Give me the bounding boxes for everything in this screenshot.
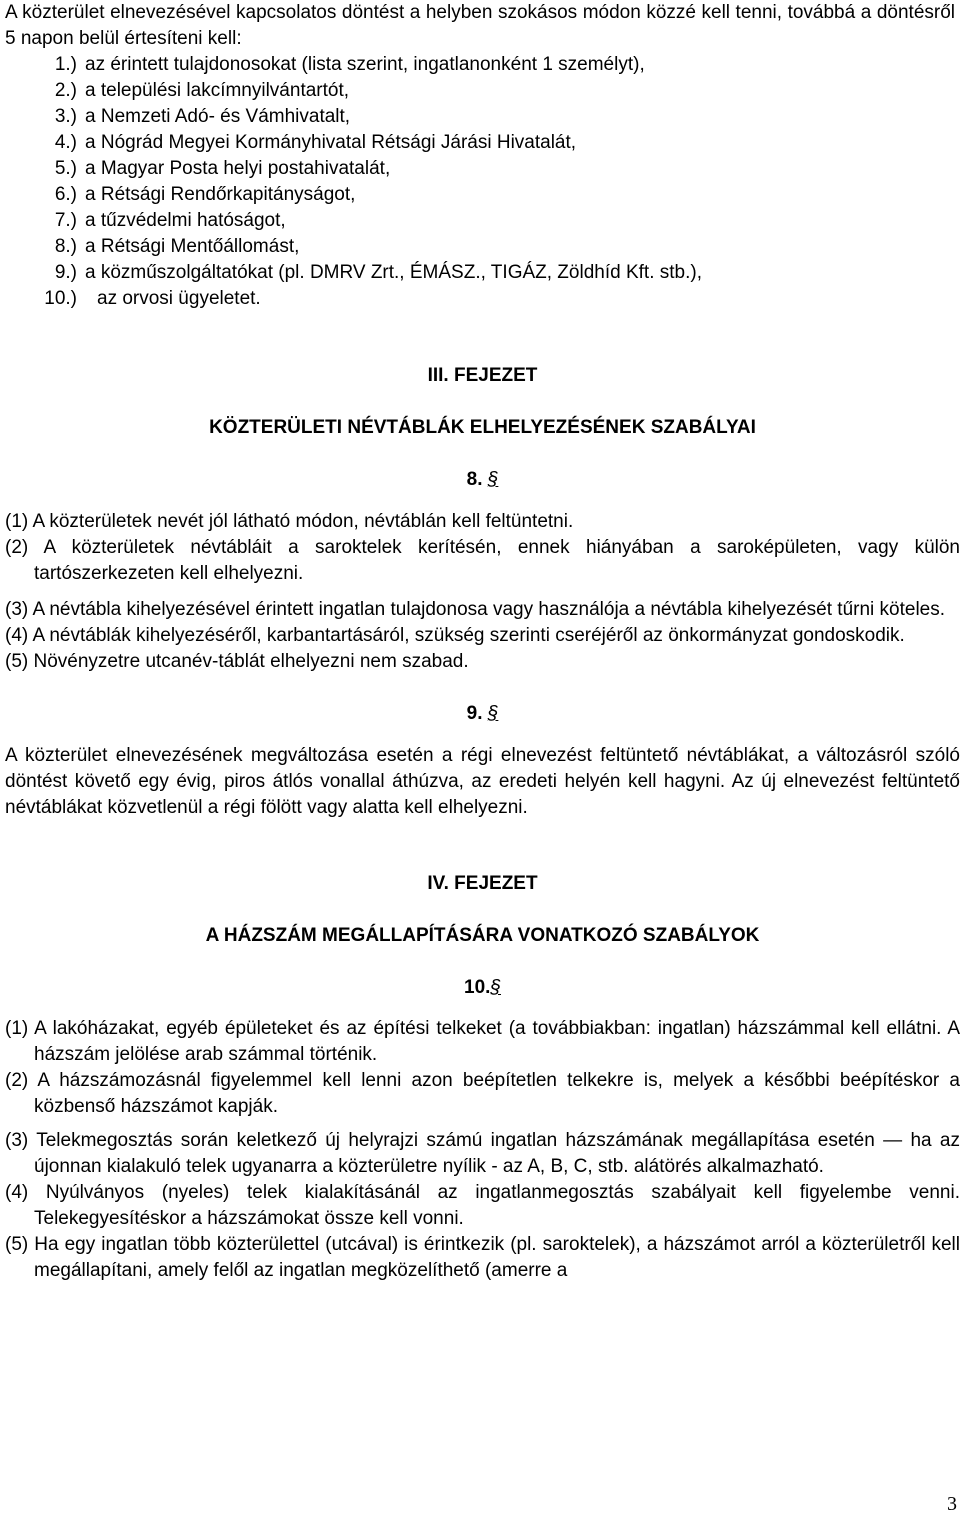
- list-item: [5, 208, 960, 234]
- section-sign: §: [487, 469, 499, 490]
- section-body: [5, 1016, 960, 1284]
- intro-lead: A közterület elnevezésével kapcsolatos döntést a helyben szokásos módon közzé kell tenni, továbbá a döntésről 5 napon belül értesíteni kell:: [5, 2, 955, 49]
- chapter-title: KÖZTERÜLETI NÉVTÁBLÁK ELHELYEZÉSÉNEK SZABÁLYAI: [209, 417, 756, 438]
- list-item-text: a tűzvédelmi hatóságot,: [85, 210, 286, 231]
- list-item-number: 7.): [54, 210, 77, 231]
- document-page: [5, 0, 960, 1284]
- paragraph: (4) A névtáblák kihelyezéséről, karbantartásáról, szükség szerinti cseréjéről az önkormányzat gondoskodik.: [5, 625, 905, 646]
- notification-list: [5, 52, 960, 312]
- list-item-text: az érintett tulajdonosokat (lista szerint, ingatlanonként 1 személyt),: [85, 54, 645, 75]
- section-number: 9.: [466, 703, 483, 724]
- list-item-number: 8.): [54, 236, 77, 257]
- page-number: 3: [947, 1493, 957, 1515]
- chapter-heading: III. FEJEZET: [427, 365, 538, 386]
- list-item-text: az orvosi ügyeletet.: [97, 288, 261, 309]
- list-item-number: 3.): [54, 106, 77, 127]
- paragraph: A közterület elnevezésének megváltozása esetén a régi elnevezést feltüntető névtáblákat, a változásról szóló döntést követő egy évig, piros átlós vonallal áthúzva, az eredeti helyén kell hagyni. Az új elnevezést feltüntető névtáblákat közvetlenül a régi fölött vagy alatta kell elhelyezni.: [5, 745, 960, 818]
- paragraph: (5) Növényzetre utcanév-táblát elhelyezni nem szabad.: [5, 651, 469, 672]
- list-item: [5, 156, 960, 182]
- list-item: [5, 78, 960, 104]
- section-sign: §: [490, 977, 501, 998]
- section-body: [5, 509, 960, 675]
- list-item-text: a Nemzeti Adó- és Vámhivatalt,: [85, 106, 351, 127]
- list-item-text: a Magyar Posta helyi postahivatalát,: [85, 158, 391, 179]
- paragraph: (1) A lakóházakat, egyéb épületeket és az építési telkeket (a továbbiakban: ingatlan) házszámmal kell ellátni. A házszám jelölése arab számmal történik.: [5, 1018, 960, 1065]
- section-number: 10.: [464, 977, 491, 998]
- list-item-text: a települési lakcímnyilvántartót,: [85, 80, 350, 101]
- list-item-number: 5.): [54, 158, 77, 179]
- section-heading: [5, 467, 960, 493]
- list-item: [5, 260, 960, 286]
- paragraph: (4) Nyúlványos (nyeles) telek kialakításánál az ingatlanmegosztás szabályait kell figyelembe venni. Telekegyesítéskor a házszámokat össze kell vonni.: [5, 1182, 960, 1229]
- list-item-number: 4.): [54, 132, 77, 153]
- paragraph: (3) A névtábla kihelyezésével érintett ingatlan tulajdonosa vagy használója a névtábla kihelyezését tűrni köteles.: [5, 599, 946, 620]
- list-item: [5, 104, 960, 130]
- list-item: [5, 130, 960, 156]
- list-item-number: 9.): [54, 262, 77, 283]
- section-heading: [5, 701, 960, 727]
- chapter-heading: IV. FEJEZET: [427, 873, 538, 894]
- paragraph: (5) Ha egy ingatlan több közterülettel (utcával) is érintkezik (pl. saroktelek), a házszámot arról a közterületről kell megállapítani, amely felől az ingatlan megközelíthető (amerre a: [5, 1234, 960, 1281]
- list-item-number: 6.): [54, 184, 77, 205]
- list-item-text: a Nógrád Megyei Kormányhivatal Rétsági Járási Hivatalát,: [85, 132, 577, 153]
- paragraph: (2) A közterületek névtábláit a saroktelek kerítésén, ennek hiányában a saroképületen, vagy külön tartószerkezeten kell elhelyezni.: [5, 537, 960, 584]
- list-item-text: a Rétsági Rendőrkapitányságot,: [85, 184, 356, 205]
- list-item-number: 1.): [54, 54, 77, 75]
- section-sign: §: [487, 703, 499, 724]
- paragraph: (3) Telekmegosztás során keletkező új helyrajzi számú ingatlan házszámának megállapítása esetén — ha az újonnan kialakuló telek ugyanarra a közterületre nyílik - az A, B, C, stb. alátörés alkalmazható.: [5, 1130, 960, 1177]
- paragraph: (2) A házszámozásnál figyelemmel kell lenni azon beépítetlen telkekre is, melyek a későbbi beépítéskor a közbenső házszámot kapják.: [5, 1070, 960, 1117]
- list-item-text: a közműszolgáltatókat (pl. DMRV Zrt., ÉMÁSZ., TIGÁZ, Zöldhíd Kft. stb.),: [85, 262, 702, 283]
- list-item-number: 2.): [54, 80, 77, 101]
- list-item: [5, 52, 960, 78]
- chapter-title: A HÁZSZÁM MEGÁLLAPÍTÁSÁRA VONATKOZÓ SZABÁLYOK: [205, 925, 760, 946]
- list-item: [5, 182, 960, 208]
- list-item: [5, 286, 960, 312]
- section-number: 8.: [466, 469, 483, 490]
- section-heading: [5, 975, 960, 1001]
- list-item: [5, 234, 960, 260]
- list-item-number: 10.): [44, 288, 77, 309]
- list-item-text: a Rétsági Mentőállomást,: [85, 236, 300, 257]
- paragraph: (1) A közterületek nevét jól látható módon, névtáblán kell feltüntetni.: [5, 511, 574, 532]
